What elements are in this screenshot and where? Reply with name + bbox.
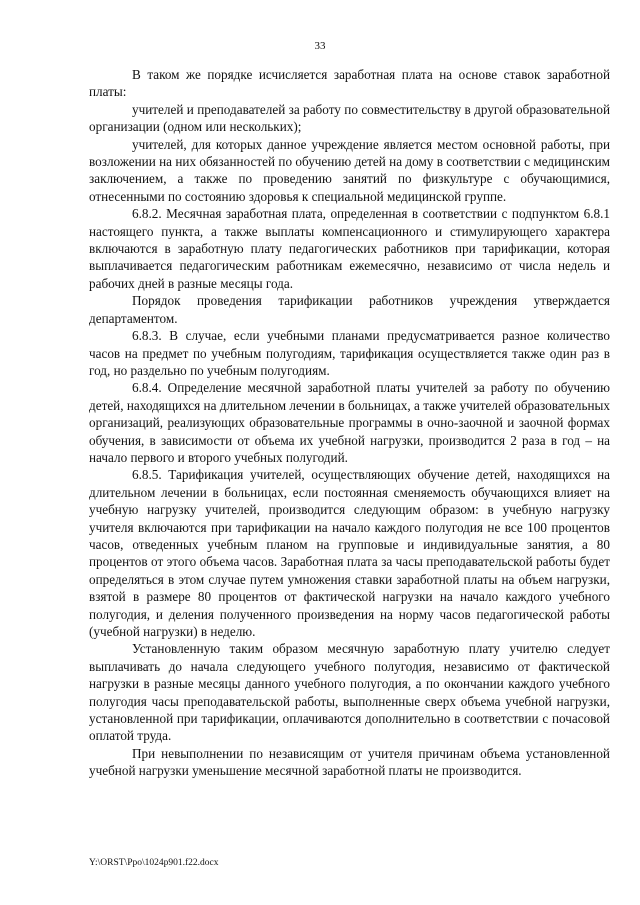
paragraph: Установленную таким образом месячную заработную плату учителю следует выплачивать до начала следующего учебного полугодия, независимо от фактической нагрузки в разные месяцы данного учебного полугодия, а по окончании каждого учебного полугодия часы преподавательской работы, выполненные сверх объема учебной нагрузки, установленной при тарификации, оплачиваются дополнительно в соответствии с почасовой оплатой труда.: [89, 641, 610, 744]
paragraph: Порядок проведения тарификации работников учреждения утверждается департаментом.: [89, 293, 610, 326]
paragraph: 6.8.2. Месячная заработная плата, определенная в соответствии с подпунктом 6.8.1 настоящего пункта, а также выплаты компенсационного и стимулирующего характера включаются в заработную плату педагогических работников при тарификации, которая выплачивается педагогическим работникам ежемесячно, независимо от числа недель и рабочих дней в разные месяцы года.: [89, 206, 610, 291]
page-number: 33: [314, 40, 326, 52]
paragraph: 6.8.5. Тарификация учителей, осуществляющих обучение детей, находящихся на длительном лечении в больницах, если постоянная сменяемость обучающихся влияет на учебную нагрузку учителей, производится следующим образом: в учебную нагрузку учителя включаются при тарификации на начало каждого полугодия не все 100 процентов часов, отведенных учебным планом на групповые и индивидуальные занятия, а 80 процентов от этого объема часов. Заработная плата за часы преподавательской работы будет определяться в этом случае путем умножения ставки заработной платы на объем нагрузки, взятой в размере 80 процентов от фактической нагрузки на начало каждого учебного полугодия, и деления полученного произведения на норму часов педагогической работы (учебной нагрузки) в неделю.: [89, 467, 610, 639]
paragraph: 6.8.4. Определение месячной заработной платы учителей за работу по обучению детей, находящихся на длительном лечении в больницах, а также учителей образовательных организаций, реализующих образовательные программы в очно-заочной и заочной формах обучения, в зависимости от объема их учебной нагрузки, производится 2 раза в год – на начало первого и второго учебных полугодий.: [89, 380, 610, 465]
footer-file-path: Y:\ORST\Ppo\1024p901.f22.docx: [89, 858, 219, 868]
document-body: [89, 66, 610, 780]
paragraph: учителей и преподавателей за работу по совместительству в другой образовательной организации (одном или нескольких);: [89, 101, 610, 135]
paragraph: учителей, для которых данное учреждение является местом основной работы, при возложении на них обязанностей по обучению детей на дому в соответствии с медицинским заключением, а также по проведению занятий по физкультуре с обучающимися, отнесенными по состоянию здоровья к специальной медицинской группе.: [89, 136, 610, 204]
paragraph: 6.8.3. В случае, если учебными планами предусматривается разное количество часов на предмет по учебным полугодиям, тарификация осуществляется также один раз в год, но раздельно по учебным полугодиям.: [89, 328, 610, 378]
paragraph: При невыполнении по независящим от учителя причинам объема установленной учебной нагрузки уменьшение месячной заработной платы не производится.: [89, 745, 610, 779]
paragraph: В таком же порядке исчисляется заработная плата на основе ставок заработной платы:: [89, 67, 610, 100]
